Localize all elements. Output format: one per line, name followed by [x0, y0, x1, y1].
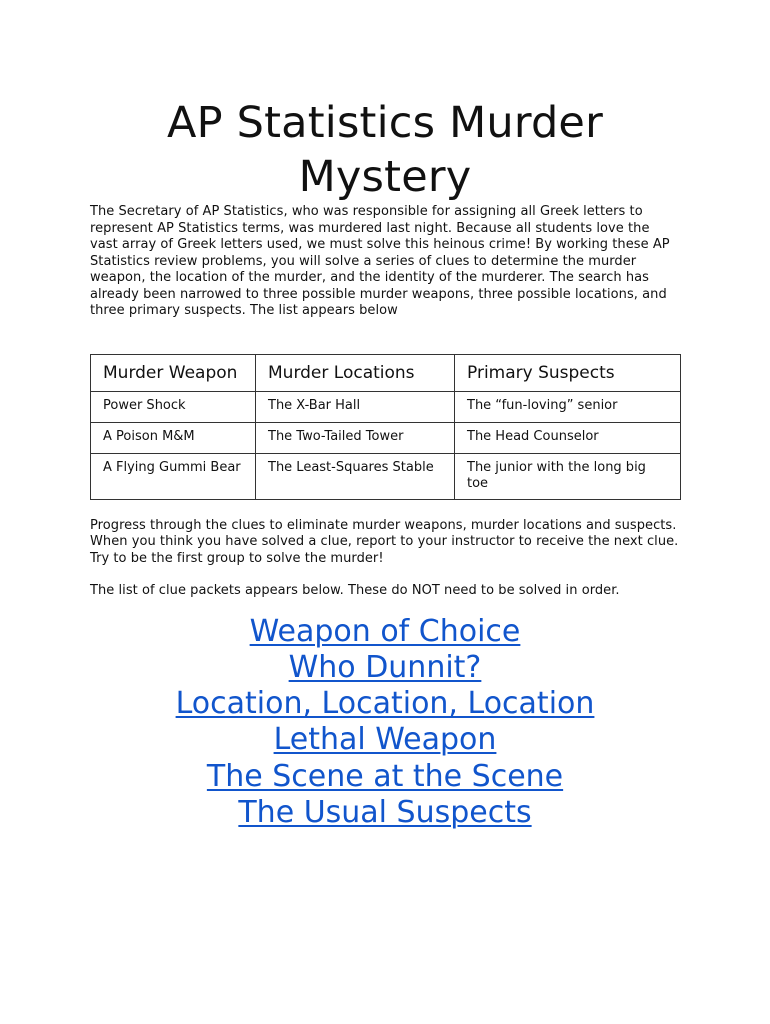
table-header-row	[91, 354, 681, 391]
progress-paragraph: Progress through the clues to eliminate murder weapons, murder locations and suspects. When you think you have solved a clue, report to your instructor to receive the next clue. Try to be the first group to solve the murder!	[90, 517, 679, 566]
document-page	[90, 96, 680, 831]
location-cell: The X-Bar Hall	[256, 391, 455, 422]
link-who-dunnit[interactable]: Who Dunnit?	[288, 649, 482, 685]
weapon-cell: A Flying Gummi Bear	[91, 453, 256, 499]
packets-intro-paragraph: The list of clue packets appears below. These do NOT need to be solved in order.	[90, 583, 620, 598]
link-weapon-of-choice[interactable]: Weapon of Choice	[249, 613, 521, 649]
table-row	[91, 391, 681, 422]
table-row	[91, 422, 681, 453]
weapon-cell: Power Shock	[91, 391, 256, 422]
link-usual-suspects[interactable]: The Usual Suspects	[238, 794, 532, 830]
clue-packet-links	[90, 614, 680, 832]
weapon-cell: A Poison M&M	[91, 422, 256, 453]
link-lethal-weapon[interactable]: Lethal Weapon	[273, 722, 497, 758]
location-cell: The Two-Tailed Tower	[256, 422, 455, 453]
header-murder-locations: Murder Locations	[256, 354, 455, 391]
suspect-cell: The junior with the long big toe	[455, 453, 681, 499]
header-primary-suspects: Primary Suspects	[455, 354, 681, 391]
suspect-cell: The Head Counselor	[455, 422, 681, 453]
link-scene-at-the-scene[interactable]: The Scene at the Scene	[206, 758, 564, 794]
clue-table	[90, 354, 681, 500]
table-row	[91, 453, 681, 499]
location-cell: The Least-Squares Stable	[256, 453, 455, 499]
page-title: AP Statistics Murder Mystery	[167, 98, 603, 202]
suspect-cell: The “fun-loving” senior	[455, 391, 681, 422]
link-location-location-location[interactable]: Location, Location, Location	[175, 686, 595, 722]
header-murder-weapon: Murder Weapon	[91, 354, 256, 391]
intro-paragraph: The Secretary of AP Statistics, who was responsible for assigning all Greek letters to represent AP Statistics terms, was murdered last night. Because all students love the vast array of Greek letters used, we must solve this heinous crime! By working these AP Statistics review problems, you will solve a series of clues to determine the murder weapon, the location of the murder, and the identity of the murderer. The search has already been narrowed to three possible murder weapons, three possible locations, and three primary suspects. The list appears below	[90, 204, 670, 318]
